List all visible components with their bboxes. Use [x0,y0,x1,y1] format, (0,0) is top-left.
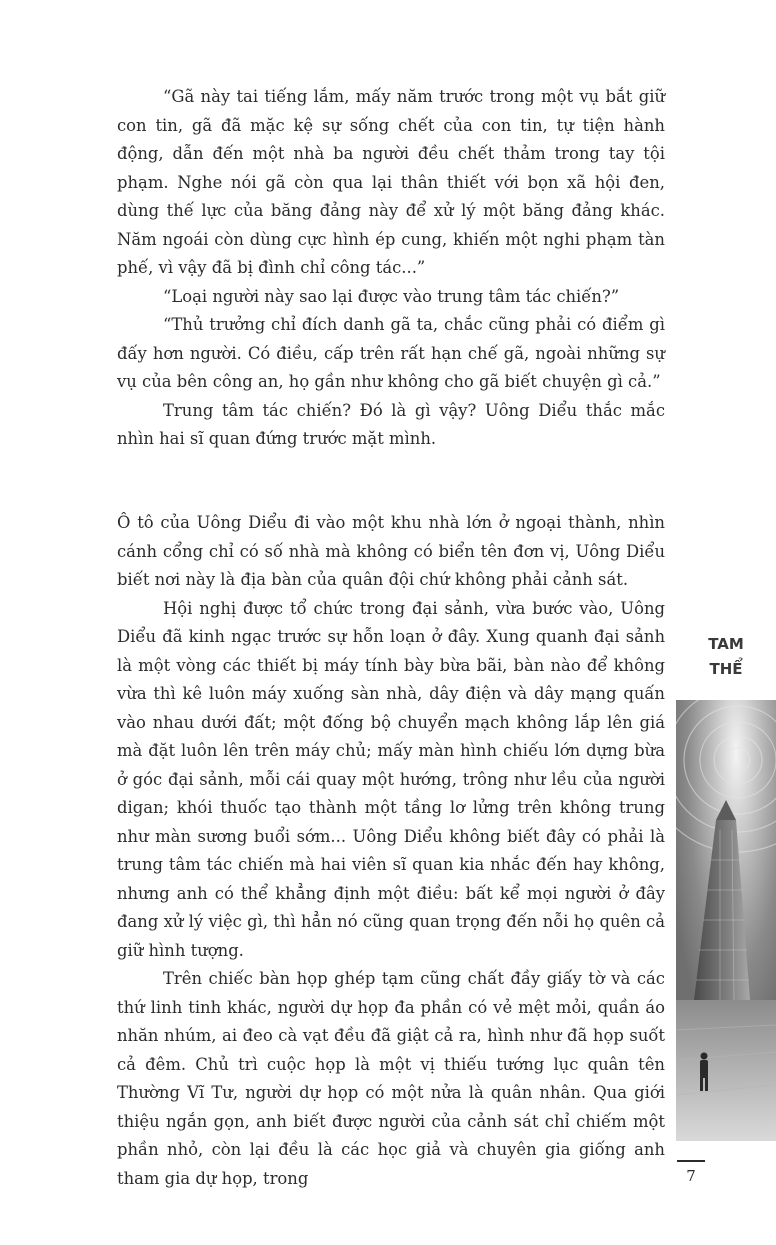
page-number: 7 [686,1167,696,1185]
paragraph: Trung tâm tác chiến? Đó là gì vậy? Uông Diểu thắc mắc nhìn hai sĩ quan đứng trước mặt mình. [117,400,665,448]
book-title-line: TAM [708,635,744,653]
book-title-line: THỂ [709,660,743,678]
book-title-tab [676,632,776,682]
paragraph: Hội nghị được tổ chức trong đại sảnh, vừa bước vào, Uông Diểu đã kinh ngạc trước sự hỗn loạn ở đây. Xung quanh đại sảnh là một vòng các thiết bị máy tính bày bừa bãi, bàn nào để không vừa thì kê luôn máy xuống sàn nhà, dây điện và dây mạng quấn vào nhau dưới đất; một đống bộ chuyển mạch không lắp lên giá mà đặt luôn lên trên máy chủ; mấy màn hình chiếu lớn dựng bừa ở góc đại sảnh, mỗi cái quay một hướng, trông như lều của người digan; khói thuốc tạo thành một tầng lơ lửng trên không trung như màn sương buổi sớm... Uông Diểu không biết đây có phải là trung tâm tác chiến mà hai viên sĩ quan kia nhắc đến hay không, nhưng anh có thể khẳng định một điều: bất kể mọi người ở đây đang xử lý việc gì, thì hẳn nó cũng quan trọng đến nỗi họ quên cả giữ hình tượng. [117,598,665,960]
page-number-rule [677,1160,705,1162]
text-section-meeting [117,509,665,1193]
paragraph: Ô tô của Uông Diểu đi vào một khu nhà lớn ở ngoại thành, nhìn cánh cổng chỉ có số nhà mà không có biển tên đơn vị, Uông Diểu biết nơi này là địa bàn của quân đội chứ không phải cảnh sát. [117,513,665,589]
paragraph: Trên chiếc bàn họp ghép tạm cũng chất đầy giấy tờ và các thứ linh tinh khác, người dự họp đa phần có vẻ mệt mỏi, quần áo nhăn nhúm, ai đeo cà vạt đều đã giật cả ra, hình như đã họp suốt cả đêm. Chủ trì cuộc họp là một vị thiếu tướng lục quân tên Thường Vĩ Tư, người dự họp có một nửa là quân nhân. Qua giới thiệu ngắn gọn, anh biết được người của cảnh sát chỉ chiếm một phần nhỏ, còn lại đều là các học giả và chuyên gia giống anh tham gia dự họp, trong [117,969,665,1188]
paragraph: “Loại người này sao lại được vào trung tâm tác chiến?” [163,286,620,306]
text-section-dialogue [117,83,665,454]
paragraph: “Gã này tai tiếng lắm, mấy năm trước trong một vụ bắt giữ con tin, gã đã mặc kệ sự sống chết của con tin, tự tiện hành động, dẫn đến một nhà ba người đều chết thảm trong tay tội phạm. Nghe nói gã còn qua lại thân thiết với bọn xã hội đen, dùng thế lực của băng đảng này để xử lý một băng đảng khác. Năm ngoái còn dùng cực hình ép cung, khiến một nghi phạm tàn phế, vì vậy đã bị đình chỉ công tác...” [117,87,665,277]
paragraph: “Thủ trưởng chỉ đích danh gã ta, chắc cũng phải có điểm gì đấy hơn người. Có điều, cấp trên rất hạn chế gã, ngoài những sự vụ của bên công an, họ gần như không cho gã biết chuyện gì cả.” [117,315,665,391]
cover-thumbnail-image [676,700,776,1141]
